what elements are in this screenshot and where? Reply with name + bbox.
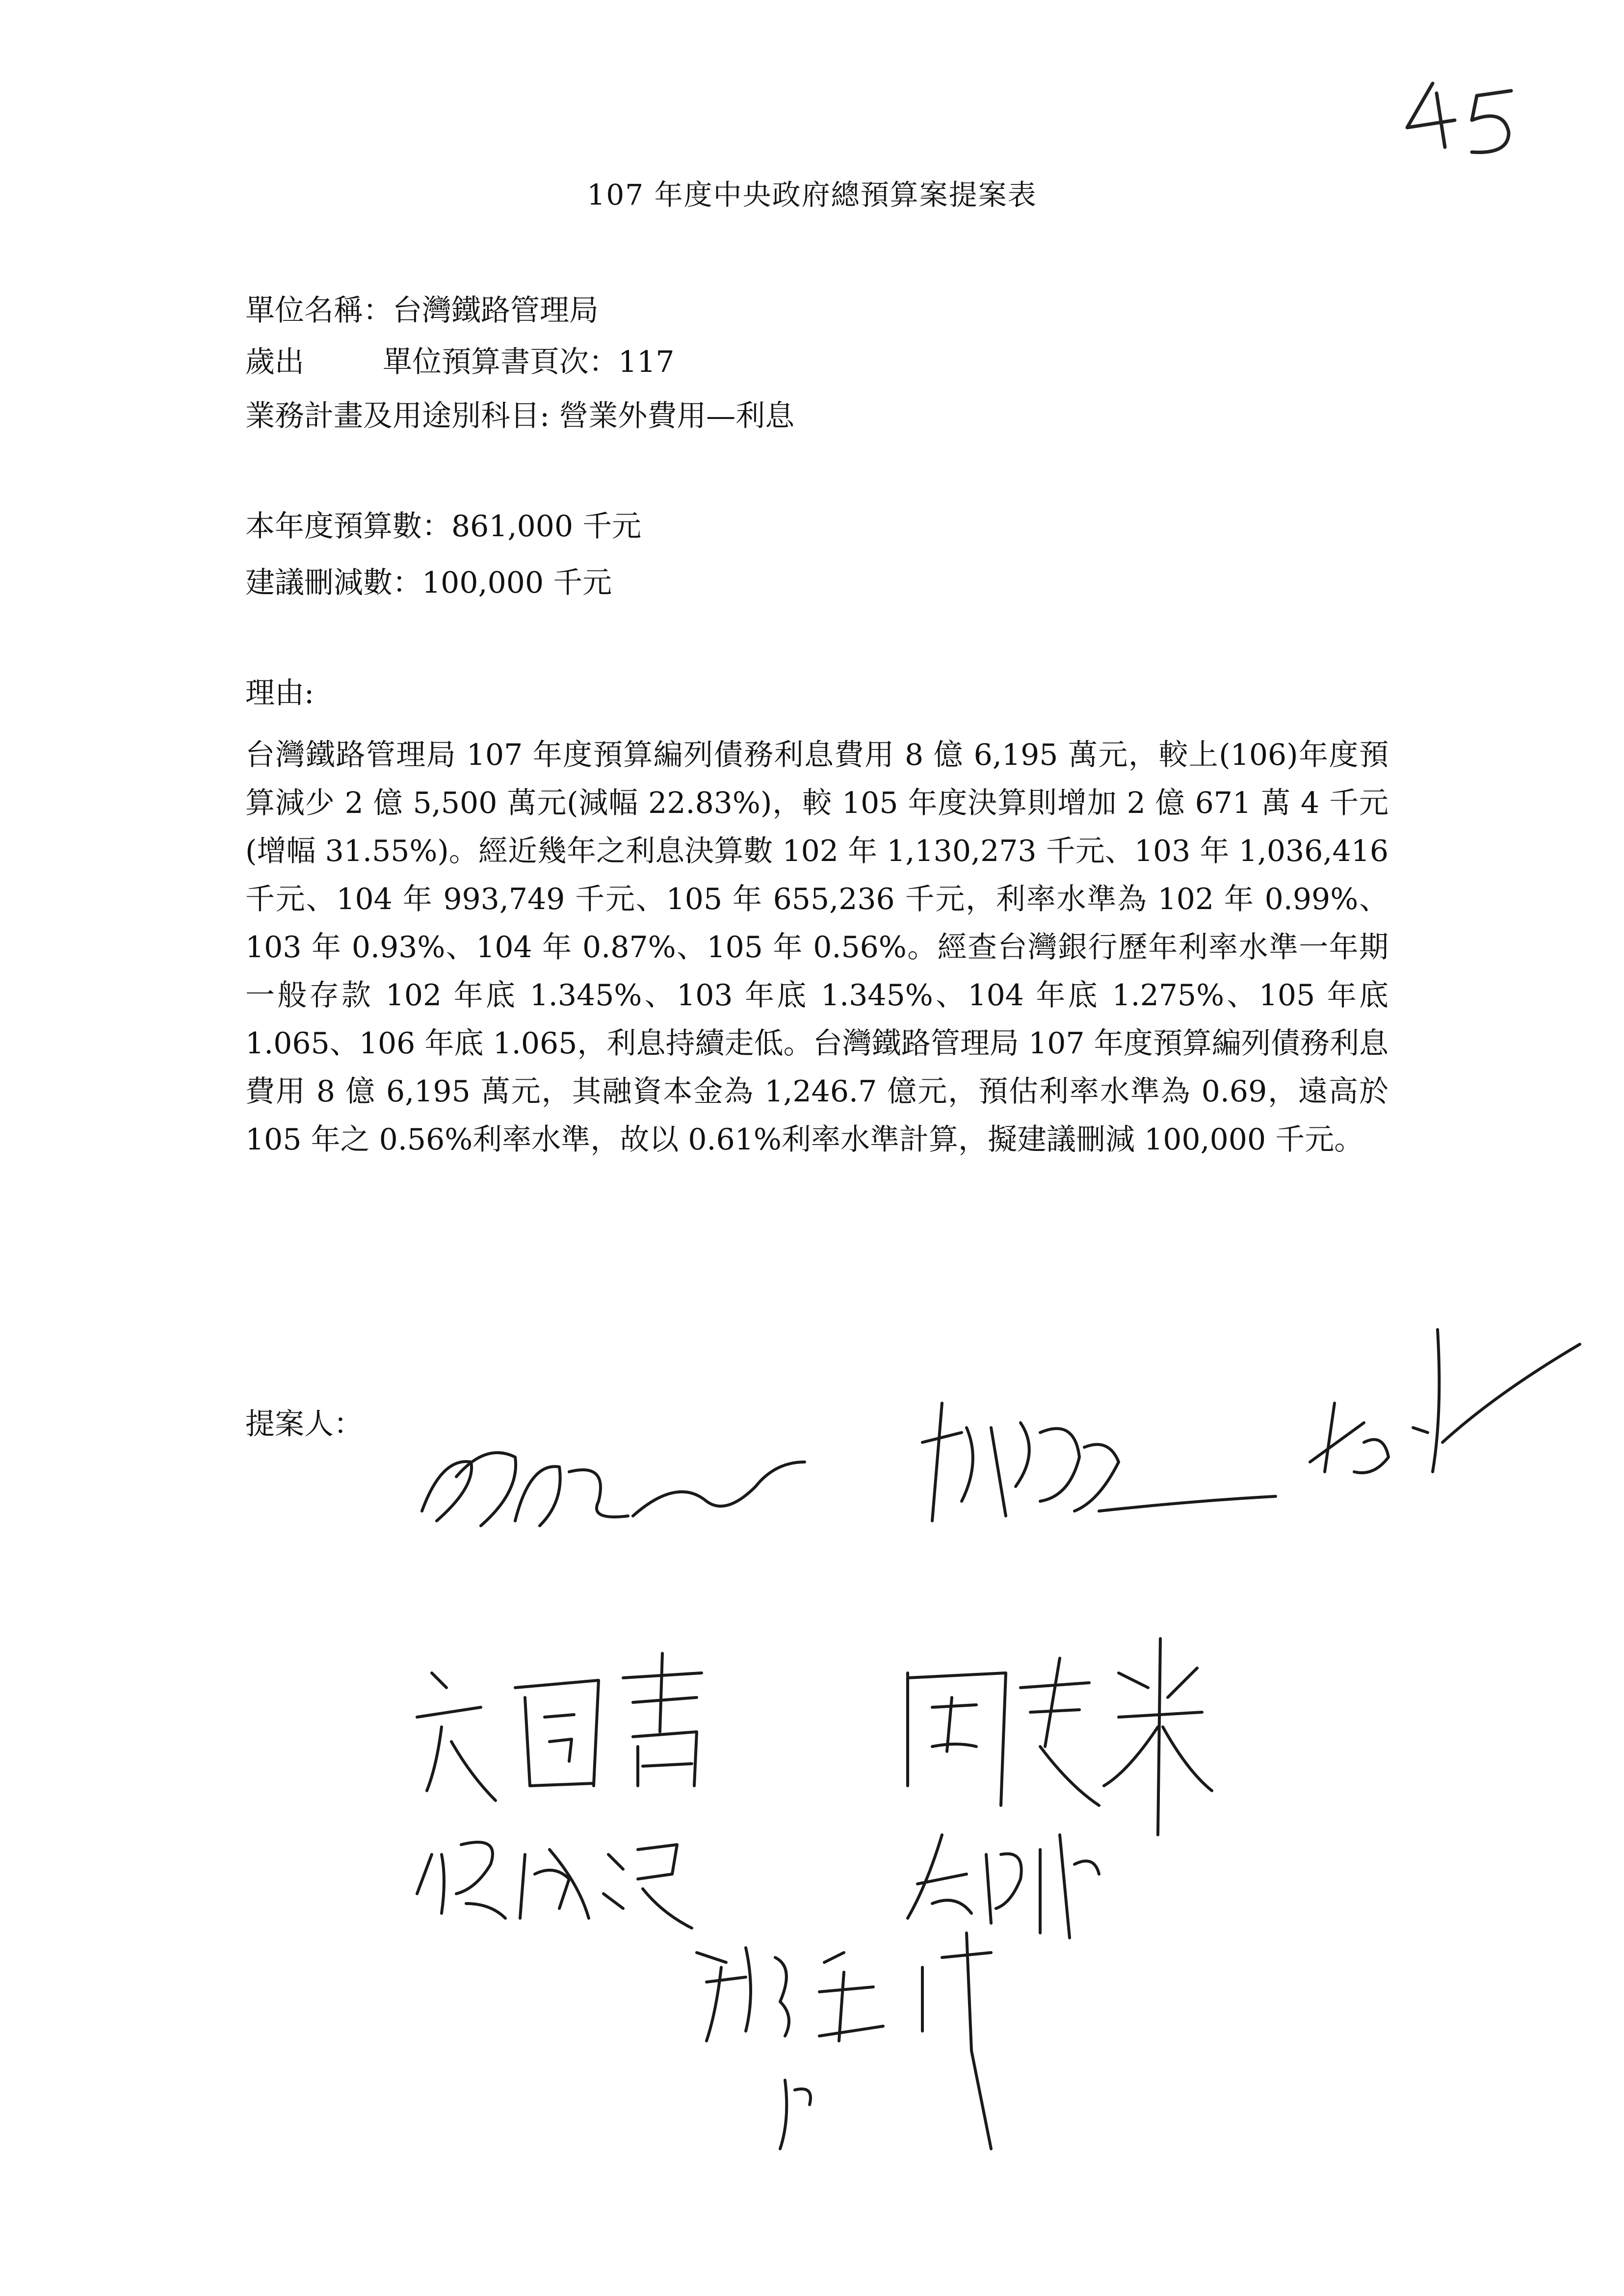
signature-2	[922, 1403, 1276, 1521]
signature-1	[422, 1453, 805, 1526]
proposer-label: 提案人：	[245, 1407, 363, 1441]
cut-row	[245, 559, 612, 601]
cut-label: 建議刪減數：	[245, 566, 422, 600]
expense-row	[245, 339, 675, 381]
reason-label: 理由:	[245, 676, 314, 710]
budget-page-value: 117	[618, 345, 675, 379]
budget-page-label: 單位預算書頁次：	[383, 345, 618, 379]
unit-label: 單位名稱：	[245, 293, 393, 328]
signature-4	[417, 1653, 702, 1800]
unit-value: 台灣鐵路管理局	[393, 293, 599, 328]
signatures-area	[402, 1315, 1604, 2159]
reason-text: 台灣鐵路管理局 107 年度預算編列債務利息費用 8 億 6,195 萬元，較上(106)年度預算減少 2 億 5,500 萬元(減幅 22.83%)，較 105 年度決算則增加 2 億 671 萬 4 千元(增幅 31.55%)。經近幾年之利息決算數 102 年 1,130,273 千元、103 年 1,036,416 千元、104 年 993,749 千元、105 年 655,236 千元，利率水準為 102 年 0.99%、103 年 0.93%、104 年 0.87%、105 年 0.56%。經查台灣銀行歷年利率水準一年期一般存款 102 年底 1.345%、103 年底 1.345%、104 年底 1.275%、105 年底 1.065、106 年底 1.065，利息持續走低。台灣鐵路管理局 107 年度預算編列債務利息費用 8 億 6,195 萬元，其融資本金為 1,246.7 億元，預估利率水準為 0.69，遠高於 105 年之 0.56%利率水準，故以 0.61%利率水準計算，擬建議刪減 100,000 千元。	[245, 738, 1388, 1157]
unit-row	[245, 287, 599, 329]
budget-row	[245, 503, 641, 545]
signature-3	[1310, 1330, 1580, 1473]
handwritten-page-number	[1398, 74, 1526, 162]
expense-label: 歲出	[245, 345, 304, 379]
page-title: 107 年度中央政府總預算案提案表	[587, 178, 1037, 211]
cut-value: 100,000 千元	[422, 566, 612, 600]
budget-value: 861,000 千元	[451, 509, 642, 544]
signature-7	[908, 1835, 1099, 1938]
signature-5	[908, 1639, 1212, 1835]
budget-label: 本年度預算數：	[245, 509, 451, 544]
plan-label: 業務計畫及用途別科目:	[245, 399, 550, 433]
signature-6	[417, 1842, 692, 1928]
plan-value: 營業外費用—利息	[559, 399, 795, 433]
signature-8	[697, 1933, 991, 2149]
plan-row	[245, 392, 794, 435]
